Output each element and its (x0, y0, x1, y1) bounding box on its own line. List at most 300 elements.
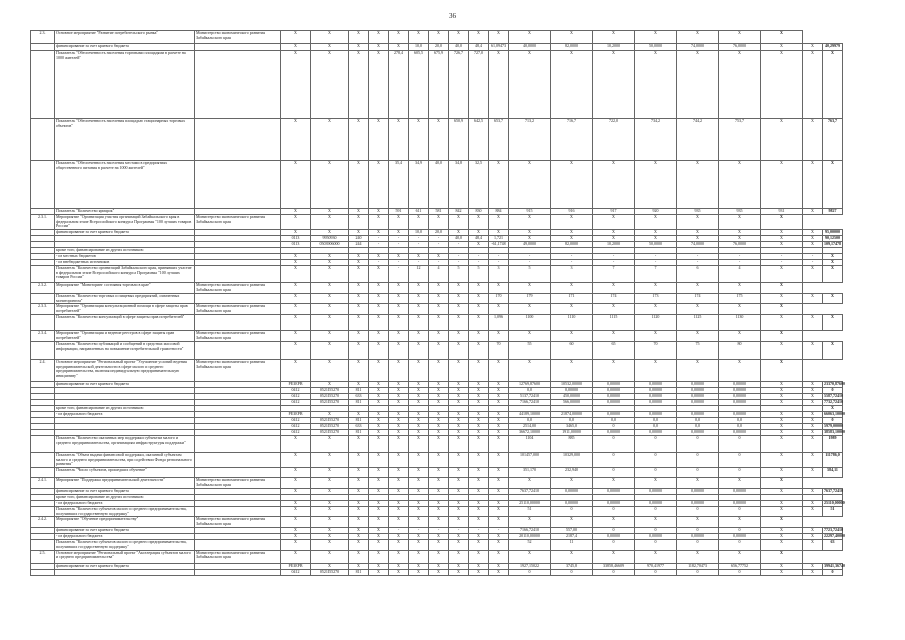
table-cell: X (429, 294, 449, 304)
table-cell: 7 (593, 266, 635, 283)
table-cell: X (761, 388, 803, 394)
table-cell: 1110 (551, 315, 593, 331)
table-cell: 0,00000 (719, 388, 761, 394)
table-cell: - (369, 242, 389, 248)
table-cell: X (409, 489, 429, 495)
table-cell: X (449, 342, 469, 360)
table-cell: 3745,8 (551, 563, 593, 569)
row-number-cell: 2.3.3. (31, 304, 55, 315)
table-cell: X (823, 254, 843, 260)
table-cell: X (593, 51, 635, 119)
row-number-cell (31, 44, 55, 51)
table-cell: 656,77752 (719, 563, 761, 569)
table-cell: X (349, 266, 369, 283)
table-cell: X (281, 550, 311, 563)
table-cell: 10,0 (409, 44, 429, 51)
table-cell: X (389, 430, 409, 436)
table-cell: X (677, 360, 719, 382)
table-cell: X (761, 412, 803, 418)
table-cell: X (349, 31, 369, 44)
table-cell: X (409, 254, 429, 260)
table-cell: 51 (823, 507, 843, 517)
table-cell: 0,00000 (593, 534, 635, 540)
table-cell: X (311, 342, 349, 360)
table-cell: X (509, 360, 551, 382)
table-cell: 35,4 (389, 161, 409, 209)
table-cell: X (409, 540, 429, 550)
table-cell: - (761, 260, 803, 266)
table-row (31, 294, 885, 304)
table-cell: 935 (719, 209, 761, 215)
executor-cell: Министерство экономического развития Забайкальского края (195, 550, 281, 563)
table-cell: 0 (719, 569, 761, 575)
table-cell: 0 (677, 436, 719, 453)
table-cell: X (449, 517, 469, 528)
table-cell: X (389, 489, 409, 495)
table-cell: X (281, 342, 311, 360)
table-cell: X (469, 489, 489, 495)
table-cell: X (489, 418, 509, 424)
executor-cell (195, 266, 281, 283)
table-cell: X (489, 478, 509, 489)
table-cell: X (803, 266, 823, 283)
table-cell: X (389, 294, 409, 304)
row-number-cell (31, 468, 55, 478)
table-cell: 0,00000 (719, 412, 761, 418)
table-cell: X (369, 501, 389, 507)
table-cell: 21874,00000 (551, 412, 593, 418)
table-cell: X (593, 517, 635, 528)
table-cell: X (429, 424, 449, 430)
table-cell: X (281, 230, 311, 236)
row-name-cell: Показатель "Количество субъектов малого и среднего предпринимательства, получивших государственную поддержку" (55, 540, 195, 550)
table-cell: 591 (389, 209, 409, 215)
row-number-cell (31, 453, 55, 468)
row-name-cell: Мероприятие "Организация консультационной помощи в сфере защиты прав потребителей" (55, 304, 195, 315)
row-name-cell: кроме того, финансирование из других источников: (55, 248, 195, 254)
table-cell: X (509, 283, 551, 294)
table-cell: 0,00000 (593, 501, 635, 507)
table-cell: X (509, 517, 551, 528)
table-cell: 3 (551, 266, 593, 283)
table-cell: X (761, 430, 803, 436)
table-cell: 0,0 (593, 418, 635, 424)
table-cell: 0 (635, 436, 677, 453)
table-cell: X (429, 412, 449, 418)
table-cell: 726,7 (449, 51, 469, 119)
executor-cell: Министерство экономического развития Забайкальского края (195, 360, 281, 382)
executor-cell (195, 315, 281, 331)
table-cell: X (369, 209, 389, 215)
table-cell: - (489, 260, 509, 266)
table-cell: X (593, 304, 635, 315)
table-cell: X (389, 453, 409, 468)
table-cell: 22297,40000 (824, 533, 845, 539)
table-cell: X (823, 406, 843, 412)
table-cell: 0 (593, 507, 635, 517)
table-cell: 0 (677, 507, 719, 517)
table-cell: X (803, 382, 823, 388)
table-cell: 7732,72410 (824, 399, 843, 405)
table-cell: 0 (677, 468, 719, 478)
table-cell: X (389, 412, 409, 418)
executor-cell (195, 51, 281, 119)
table-cell: 51 (509, 507, 551, 517)
table-cell: РЕЗЕРВ (281, 563, 311, 569)
table-cell: 0,00000 (677, 388, 719, 394)
table-cell: X (389, 394, 409, 400)
table-cell: X (349, 468, 369, 478)
table-cell: X (719, 215, 761, 230)
table-cell: X (409, 430, 429, 436)
table-cell: X (761, 31, 803, 44)
table-cell: - (389, 236, 409, 242)
table-cell: X (369, 412, 389, 418)
table-cell: X (349, 304, 369, 315)
table-cell: 0 (719, 507, 761, 517)
table-cell: 170 (489, 294, 509, 304)
table-cell: X (369, 266, 389, 283)
table-cell: X (803, 236, 823, 242)
table-cell: 753,7 (719, 119, 761, 161)
table-cell: X (635, 331, 677, 342)
table-cell: 0,00000 (677, 382, 719, 388)
table-cell: X (469, 360, 489, 382)
table-cell: X (677, 304, 719, 315)
table-cell: X (761, 540, 803, 550)
table-cell: 244 (349, 242, 369, 248)
table-cell: X (761, 468, 803, 478)
table-cell: X (449, 418, 469, 424)
table-cell: 38583,10000 (824, 429, 845, 435)
table-cell: - (719, 260, 761, 266)
table-cell: X (349, 478, 369, 489)
table-cell: X (409, 569, 429, 575)
table-cell: X (349, 254, 369, 260)
table-cell: 25110,00000 (824, 500, 845, 506)
table-cell: 179 (509, 294, 551, 304)
table-cell: X (489, 360, 509, 382)
table-cell: X (489, 161, 509, 209)
table-cell: - (389, 528, 409, 534)
table-cell: X (551, 236, 593, 242)
table-cell: 970,41977 (635, 563, 677, 569)
row-name-cell: финансирование за счет краевого бюджета (55, 230, 195, 236)
table-cell: X (281, 209, 311, 215)
table-cell: X (449, 550, 469, 563)
table-cell: 0 (593, 453, 635, 468)
table-cell: X (281, 119, 311, 161)
table-cell: X (635, 517, 677, 528)
table-cell: X (593, 283, 635, 294)
table-cell: 74,0000 (677, 242, 719, 248)
table-cell: X (389, 400, 409, 406)
table-cell: 0,00000 (719, 501, 761, 507)
table-cell: 34,8 (449, 161, 469, 209)
table-cell: X (389, 478, 409, 489)
table-cell: X (281, 254, 311, 260)
table-cell: 3465,0 (551, 424, 593, 430)
table-row (31, 360, 885, 382)
table-cell: 111786,0 (823, 453, 843, 468)
table-cell: X (469, 388, 489, 394)
table-cell: 80 (719, 342, 761, 360)
table-cell: 70 (489, 342, 509, 360)
row-name-cell: Показатель "Число субъектов, прошедших обучение" (55, 468, 195, 478)
table-cell: 20110,00000 (509, 534, 551, 540)
table-cell: X (509, 550, 551, 563)
table-cell: X (369, 388, 389, 394)
table-cell: X (489, 430, 509, 436)
executor-cell: Министерство экономического развития Забайкальского края (195, 478, 281, 489)
table-cell: 0 (635, 528, 677, 534)
table-cell: 0 (719, 468, 761, 478)
table-cell: X (281, 304, 311, 315)
table-cell: X (349, 412, 369, 418)
table-cell: X (593, 360, 635, 382)
table-cell: X (469, 342, 489, 360)
table-cell: X (389, 540, 409, 550)
table-cell: X (593, 550, 635, 563)
table-cell: X (469, 283, 489, 294)
table-cell: X (389, 563, 409, 569)
table-cell: 0 (551, 507, 593, 517)
table-cell: X (551, 230, 593, 236)
table-cell: X (349, 51, 369, 119)
table-cell: 566,00000 (551, 400, 593, 406)
table-cell: X (469, 430, 489, 436)
table-cell: X (489, 412, 509, 418)
table-cell: X (677, 550, 719, 563)
table-cell: X (449, 569, 469, 575)
table-cell: 2514,00 (509, 424, 551, 430)
table-cell: 811 (349, 400, 369, 406)
table-cell: 5 (469, 266, 489, 283)
table-cell: X (389, 331, 409, 342)
table-cell: 0,00000 (719, 489, 761, 495)
table-cell: X (369, 453, 389, 468)
table-cell: X (349, 209, 369, 215)
table-cell: 55 (509, 342, 551, 360)
table-cell: X (509, 31, 551, 44)
table-cell: 675,9 (429, 51, 449, 119)
table-cell: X (349, 294, 369, 304)
table-cell: X (429, 342, 449, 360)
table-cell: 63 (823, 540, 843, 550)
table-cell: X (719, 550, 761, 563)
table-cell: X (509, 331, 551, 342)
table-cell: 0113 (281, 242, 311, 248)
table-cell: X (311, 215, 349, 230)
table-cell: - (429, 528, 449, 534)
table-cell: 935 (677, 209, 719, 215)
table-cell: X (489, 468, 509, 478)
table-cell: - (677, 260, 719, 266)
table-cell: X (677, 331, 719, 342)
table-cell: X (409, 294, 429, 304)
executor-cell: Министерство экономического развития Забайкальского края (195, 517, 281, 528)
table-cell: X (489, 424, 509, 430)
executor-cell (195, 540, 281, 550)
table-cell: 0,00000 (551, 489, 593, 495)
table-cell: X (369, 517, 389, 528)
table-cell: X (349, 283, 369, 294)
table-cell: - (803, 260, 823, 266)
table-cell: X (803, 294, 823, 304)
table-cell: X (369, 360, 389, 382)
row-name-cell: Показатель "Обеспеченность населения торговыми площадями в расчете на 1000 жителей" (55, 51, 195, 119)
table-cell: 0521I55270 (311, 394, 349, 400)
table-cell: X (677, 161, 719, 209)
table-cell: X (449, 382, 469, 388)
table-cell: X (281, 489, 311, 495)
executor-cell: Министерство экономического развития Забайкальского края (195, 215, 281, 230)
table-row (31, 342, 885, 360)
table-cell: X (369, 283, 389, 294)
table-cell: X (635, 161, 677, 209)
table-cell: 0 (593, 436, 635, 453)
table-cell: X (761, 230, 803, 236)
table-cell: X (281, 507, 311, 517)
row-name-cell: Мероприятие "Организация участия организаций Забайкальского края в федеральном этапе Всероссийского конкурса Программы "100 лучших товаров России" (55, 215, 195, 230)
table-cell: X (429, 517, 449, 528)
table-cell: 12769,87600 (509, 382, 551, 388)
table-cell: X (311, 360, 349, 382)
table-cell: X (429, 540, 449, 550)
table-cell: X (469, 453, 489, 468)
row-number-cell (31, 569, 55, 575)
table-cell: X (469, 501, 489, 507)
table-cell: - (551, 260, 593, 266)
table-cell: 650,9 (449, 119, 469, 161)
table-cell: X (551, 304, 593, 315)
table-cell: X (311, 230, 349, 236)
table-cell: X (677, 236, 719, 242)
table-cell: X (719, 517, 761, 528)
table-cell: X (719, 283, 761, 294)
table-cell: X (349, 119, 369, 161)
table-cell: X (761, 294, 803, 304)
program-measures-table (30, 30, 885, 576)
table-cell: 49,0000 (509, 242, 551, 248)
table-cell: X (761, 507, 803, 517)
table-cell: 52 (509, 540, 551, 550)
table-row (31, 215, 885, 230)
executor-cell: Министерство экономического развития Забайкальского края (195, 283, 281, 294)
table-cell: 1100 (509, 315, 551, 331)
table-cell: X (311, 540, 349, 550)
table-cell: 0113 (281, 236, 311, 242)
table-row (31, 51, 885, 119)
table-cell: X (449, 394, 469, 400)
table-cell: 40,0 (429, 161, 449, 209)
table-cell: 76,0000 (719, 44, 761, 51)
table-cell: X (761, 242, 803, 248)
executor-cell (195, 161, 281, 209)
table-cell: X (311, 478, 349, 489)
table-cell: X (489, 436, 509, 453)
table-cell: 0,00000 (593, 388, 635, 394)
table-cell: X (489, 453, 509, 468)
table-cell: X (429, 563, 449, 569)
table-cell: X (349, 260, 369, 266)
table-cell: X (311, 563, 349, 569)
table-cell: X (803, 540, 823, 550)
table-cell: X (761, 44, 803, 51)
table-cell: 0,00000 (593, 382, 635, 388)
table-cell: X (409, 563, 429, 569)
table-cell: X (409, 501, 429, 507)
table-cell: X (311, 507, 349, 517)
table-cell: 7166,72410 (509, 400, 551, 406)
table-cell: X (551, 360, 593, 382)
table-cell: - (449, 528, 469, 534)
table-cell: 0,00000 (677, 501, 719, 507)
table-row (31, 517, 885, 528)
table-cell: X (551, 51, 593, 119)
table-cell: X (281, 44, 311, 51)
table-cell: X (429, 315, 449, 331)
table-cell: X (489, 388, 509, 394)
table-cell: X (369, 436, 389, 453)
table-cell: 0521I55270 (311, 418, 349, 424)
row-name-cell: Основное мероприятие "Региональный проект "Акселерация субъектов малого и среднего предпринимательства" (55, 550, 195, 563)
table-cell: X (281, 468, 311, 478)
table-cell: X (311, 31, 349, 44)
table-cell: X (281, 51, 311, 119)
row-name-cell: Показатель "Количество консультаций в сфере защиты прав потребителей" (55, 315, 195, 331)
table-row (31, 453, 885, 468)
table-cell: X (369, 468, 389, 478)
table-cell: X (311, 489, 349, 495)
table-cell: X (349, 215, 369, 230)
table-cell: 0,0 (635, 418, 677, 424)
table-cell: X (449, 468, 469, 478)
row-number-cell (31, 507, 55, 517)
table-cell: 0,00000 (719, 400, 761, 406)
table-cell: X (369, 315, 389, 331)
table-cell: 9827 (823, 209, 843, 215)
table-cell: - (551, 254, 593, 260)
table-cell: 25110,00000 (509, 501, 551, 507)
table-cell: X (409, 283, 429, 294)
table-cell: 7637,72410 (509, 489, 551, 495)
table-cell: X (803, 489, 823, 495)
table-cell: X (349, 501, 369, 507)
table-cell: 0 (635, 468, 677, 478)
table-cell: X (429, 501, 449, 507)
table-cell: - (409, 260, 429, 266)
table-cell: 1115 (593, 315, 635, 331)
table-cell: X (469, 242, 489, 248)
table-cell: 7166,72410 (509, 528, 551, 534)
table-cell: 0 (823, 569, 843, 575)
table-cell: X (369, 534, 389, 540)
table-cell: 0,00000 (635, 501, 677, 507)
table-cell: X (369, 478, 389, 489)
table-cell: X (469, 534, 489, 540)
table-cell: X (389, 418, 409, 424)
table-cell: 82,0000 (551, 44, 593, 51)
table-cell: X (349, 534, 369, 540)
table-cell: 36672,10000 (509, 430, 551, 436)
table-cell: X (389, 44, 409, 51)
table-cell: X (803, 230, 823, 236)
table-cell: - (469, 254, 489, 260)
row-name-cell: - из местных бюджетов (55, 254, 195, 260)
row-name-cell: кроме того, финансирование из других источников: (55, 495, 195, 501)
executor-cell (195, 569, 281, 575)
